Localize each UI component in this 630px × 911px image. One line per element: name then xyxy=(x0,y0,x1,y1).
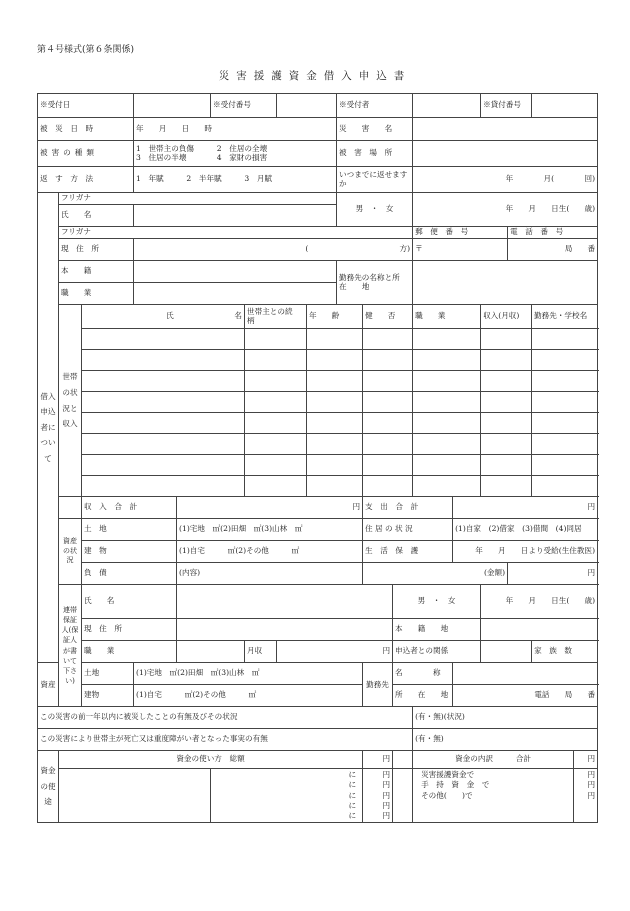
guarantor-side-label: 連帯保証人(保証人が書いて下さい) xyxy=(59,585,82,707)
household-row xyxy=(38,329,598,350)
repay-method-label: 返 す 方 法 xyxy=(38,167,134,193)
totals-row xyxy=(38,497,598,519)
honseki-label: 本 籍 xyxy=(59,261,134,283)
guarantor-land-label: 土地 xyxy=(82,663,134,685)
family-label: 家 族 数 xyxy=(532,641,598,663)
guarantor-land-row xyxy=(38,663,598,685)
household-cell[interactable] xyxy=(307,455,363,476)
receipt-number-field[interactable] xyxy=(277,94,337,118)
applicant-birth[interactable]: 年 月 日生( 歳) xyxy=(413,193,598,227)
household-header-name: 氏 名 xyxy=(82,305,245,329)
damage-type-row xyxy=(38,141,598,167)
guarantor-work-address-label: 所 在 地 xyxy=(393,685,453,707)
household-cell[interactable] xyxy=(532,413,598,434)
question-1-row xyxy=(38,707,598,729)
guarantor-building-label: 建物 xyxy=(82,685,134,707)
household-cell[interactable] xyxy=(245,371,307,392)
disaster-date-row xyxy=(38,118,598,141)
household-cell[interactable] xyxy=(307,329,363,350)
asset-side-label: 資産の状況 xyxy=(59,519,82,585)
guarantor-building-row xyxy=(38,685,598,707)
household-cell[interactable] xyxy=(307,434,363,455)
household-cell[interactable] xyxy=(532,350,598,371)
repay-when-label: いつまでに返せますか xyxy=(337,167,413,193)
applicant-address-furigana[interactable]: フリガナ xyxy=(59,227,413,239)
household-row xyxy=(38,455,598,476)
repay-when-field[interactable]: 年 月( 回) xyxy=(413,167,598,193)
breakdown-header-unit: 円 xyxy=(574,751,598,769)
receipt-date-field[interactable] xyxy=(134,94,211,118)
disaster-date-label: 被 災 日 時 xyxy=(38,118,134,141)
household-row xyxy=(38,350,598,371)
expense-total-field[interactable]: 円 xyxy=(453,497,598,519)
guarantor-name-label: 氏 名 xyxy=(82,585,177,619)
question-1-answer[interactable]: (有・無)(状況) xyxy=(413,707,598,729)
question-2-label: この災害により世帯主が死亡又は重度障がい者となった事実の有無 xyxy=(38,729,413,751)
receiver-label: ※受付者 xyxy=(337,94,413,118)
damage-type-options-1: 1 世帯主の負傷 2 住居の全壊 xyxy=(136,143,268,153)
household-cell[interactable] xyxy=(363,455,413,476)
damage-type-options[interactable] xyxy=(134,141,337,167)
funds-body-row xyxy=(38,769,598,823)
debt-row xyxy=(38,563,598,585)
question-2-answer[interactable]: (有・無) xyxy=(413,729,598,751)
guarantor-building-field[interactable]: (1)自宅 ㎡(2)その他 ㎡ xyxy=(134,685,363,707)
debt-amount-label: (金額) xyxy=(363,563,508,585)
income-total-field[interactable]: 円 xyxy=(177,497,363,519)
question-2-row xyxy=(38,729,598,751)
household-cell[interactable] xyxy=(532,476,598,497)
household-cell[interactable] xyxy=(245,476,307,497)
household-cell[interactable] xyxy=(413,476,481,497)
debt-content[interactable]: (内容) xyxy=(177,563,363,585)
household-header-income: 収入(月収) xyxy=(481,305,532,329)
housing-label: 住 居 の 状 況 xyxy=(363,519,453,541)
receiver-field[interactable] xyxy=(413,94,481,118)
honseki-row xyxy=(38,261,598,283)
household-cell[interactable] xyxy=(413,455,481,476)
household-cell[interactable] xyxy=(307,413,363,434)
loan-number-label: ※貸付番号 xyxy=(481,94,532,118)
household-header-job: 職 業 xyxy=(413,305,481,329)
household-cell[interactable] xyxy=(307,392,363,413)
guarantor-work-label: 勤務先 xyxy=(363,663,393,707)
guarantor-honseki-label: 本 籍 地 xyxy=(393,619,481,641)
postal-code-field[interactable]: 〒 xyxy=(413,239,508,261)
household-row xyxy=(38,392,598,413)
household-cell[interactable] xyxy=(532,455,598,476)
expense-total-label: 支 出 合 計 xyxy=(363,497,453,519)
household-cell[interactable] xyxy=(307,476,363,497)
funds-gap-body xyxy=(393,769,413,823)
guarantor-address-field[interactable] xyxy=(177,619,393,641)
household-row xyxy=(38,434,598,455)
household-cell[interactable] xyxy=(413,392,481,413)
household-cell[interactable] xyxy=(82,392,245,413)
household-cell[interactable] xyxy=(413,413,481,434)
household-cell[interactable] xyxy=(245,329,307,350)
applicant-name-field[interactable] xyxy=(134,205,337,227)
household-cell[interactable] xyxy=(82,350,245,371)
guarantor-work-phone[interactable]: 電話 局 番 xyxy=(453,685,598,707)
household-cell[interactable] xyxy=(532,392,598,413)
household-header-health: 健 否 xyxy=(363,305,413,329)
household-cell[interactable] xyxy=(363,476,413,497)
guarantor-income-field[interactable]: 円 xyxy=(277,641,393,663)
household-row xyxy=(38,371,598,392)
loan-number-field[interactable] xyxy=(532,94,598,118)
asset-land-label: 土 地 xyxy=(82,519,177,541)
usage-blank[interactable] xyxy=(59,769,211,823)
household-cell[interactable] xyxy=(245,392,307,413)
household-cell[interactable] xyxy=(245,455,307,476)
applicant-job-label: 職 業 xyxy=(59,283,134,305)
household-cell[interactable] xyxy=(481,434,532,455)
household-cell[interactable] xyxy=(532,371,598,392)
usage-header-unit: 円 xyxy=(363,751,393,769)
applicant-work-label: 勤務先の名称と所 在 地 xyxy=(337,261,413,305)
funds-side-label: 資金の使途 xyxy=(38,751,59,823)
guarantor-address-label: 現 住 所 xyxy=(82,619,177,641)
address-field[interactable]: ( 方) xyxy=(134,239,413,261)
household-cell[interactable] xyxy=(413,350,481,371)
household-cell[interactable] xyxy=(82,476,245,497)
household-cell[interactable] xyxy=(82,455,245,476)
household-cell[interactable] xyxy=(363,371,413,392)
relation-label: 申込者との関係 xyxy=(393,641,481,663)
household-row xyxy=(38,476,598,497)
asset-land-row xyxy=(38,519,598,541)
phone-field[interactable]: 局 番 xyxy=(508,239,598,261)
asset-building-row xyxy=(38,541,598,563)
housing-options[interactable]: (1)自家 (2)借家 (3)借間 (4)同居 xyxy=(453,519,598,541)
postal-code-label: 郵 便 番 号 xyxy=(413,227,508,239)
guarantor-job-field[interactable] xyxy=(177,641,245,663)
guarantor-name-row xyxy=(38,585,598,619)
totals-spacer xyxy=(59,497,82,519)
guarantor-address-row xyxy=(38,619,598,641)
guarantor-name-field[interactable] xyxy=(177,585,393,619)
household-cell[interactable] xyxy=(363,392,413,413)
applicant-name-label: 氏 名 xyxy=(59,205,134,227)
guarantor-job-label: 職 業 xyxy=(82,641,177,663)
household-cell[interactable] xyxy=(481,476,532,497)
relation-field[interactable] xyxy=(481,641,532,663)
household-cell[interactable] xyxy=(307,350,363,371)
household-side-label: 世帯の状況と収入 xyxy=(59,305,82,497)
household-cell[interactable] xyxy=(82,371,245,392)
form-number: 第４号様式(第６条関係) xyxy=(37,45,135,55)
receipt-number-label: ※受付番号 xyxy=(211,94,277,118)
applicant-furigana-row xyxy=(38,193,598,205)
disaster-date-field[interactable]: 年 月 日 時 xyxy=(134,118,337,141)
address-label: 現 住 所 xyxy=(59,239,134,261)
applicant-work-field[interactable] xyxy=(413,261,598,305)
household-header-relation: 世帯主との続 柄 xyxy=(245,305,307,329)
household-header-workplace: 勤務先・学校名 xyxy=(532,305,598,329)
damage-place-field[interactable] xyxy=(413,141,598,167)
household-cell[interactable] xyxy=(532,434,598,455)
repay-method-options[interactable]: 1 年賦 2 半年賦 3 月賦 xyxy=(134,167,337,193)
disaster-name-field[interactable] xyxy=(413,118,598,141)
receipt-date-label: ※受付日 xyxy=(38,94,134,118)
household-cell[interactable] xyxy=(82,413,245,434)
household-cell[interactable] xyxy=(245,350,307,371)
household-cell[interactable] xyxy=(413,434,481,455)
repay-row xyxy=(38,167,598,193)
funds-header-row xyxy=(38,751,598,769)
damage-place-label: 被 害 場 所 xyxy=(337,141,413,167)
household-cell[interactable] xyxy=(481,392,532,413)
applicant-side-label: 借入申込者について xyxy=(38,193,59,663)
guarantor-asset-label: 資産 xyxy=(38,663,59,707)
form-title: 災害援護資金借入申込書 xyxy=(218,70,412,82)
household-cell[interactable] xyxy=(532,329,598,350)
guarantor-work-name-field[interactable] xyxy=(453,663,598,685)
household-header-row xyxy=(38,305,598,329)
household-cell[interactable] xyxy=(481,455,532,476)
household-cell[interactable] xyxy=(82,434,245,455)
applicant-address-row xyxy=(38,239,598,261)
applicant-furigana2-row xyxy=(38,227,598,239)
honseki-field[interactable] xyxy=(134,261,337,283)
household-cell[interactable] xyxy=(413,371,481,392)
applicant-job-field[interactable] xyxy=(134,283,337,305)
household-cell[interactable] xyxy=(481,329,532,350)
usage-units: 円 円 円 円 円 xyxy=(363,769,393,823)
household-cell[interactable] xyxy=(363,434,413,455)
damage-type-label: 被害の種類 xyxy=(38,141,134,167)
application-form xyxy=(37,93,598,823)
welfare-field[interactable]: 年 月 日より受給(生住教医) xyxy=(453,541,598,563)
guarantor-honseki-field[interactable] xyxy=(481,619,598,641)
household-cell[interactable] xyxy=(481,350,532,371)
funds-gap xyxy=(393,751,413,769)
question-1-label: この災害の前一年以内に被災したことの有無及びその状況 xyxy=(38,707,413,729)
disaster-name-label: 災 害 名 xyxy=(337,118,413,141)
asset-building-label: 建 物 xyxy=(82,541,177,563)
household-cell[interactable] xyxy=(363,413,413,434)
asset-building-field[interactable]: (1)自宅 ㎡(2)その他 ㎡ xyxy=(177,541,363,563)
receipt-row xyxy=(38,94,598,118)
breakdown-units: 円 円 円 xyxy=(574,769,598,823)
asset-land-field[interactable]: (1)宅地 ㎡(2)田畑 ㎡(3)山林 ㎡ xyxy=(177,519,363,541)
guarantor-income-label: 月収 xyxy=(245,641,277,663)
applicant-sex[interactable]: 男 ・ 女 xyxy=(337,193,413,227)
household-header-age: 年 齢 xyxy=(307,305,363,329)
guarantor-birth[interactable]: 年 月 日生( 歳) xyxy=(481,585,598,619)
household-cell[interactable] xyxy=(307,371,363,392)
usage-header: 資金の使い方 総額 xyxy=(59,751,363,769)
guarantor-job-row xyxy=(38,641,598,663)
debt-label: 負 債 xyxy=(82,563,177,585)
income-total-label: 収 入 合 計 xyxy=(82,497,177,519)
household-cell[interactable] xyxy=(413,329,481,350)
household-cell[interactable] xyxy=(481,371,532,392)
applicant-furigana[interactable]: フリガナ xyxy=(59,193,337,205)
debt-amount-field[interactable]: 円 xyxy=(508,563,598,585)
household-row xyxy=(38,413,598,434)
household-cell[interactable] xyxy=(82,329,245,350)
household-cell[interactable] xyxy=(363,350,413,371)
guarantor-sex[interactable]: 男 ・ 女 xyxy=(393,585,481,619)
damage-type-options-2: 3 住居の半壊 4 家財の損害 xyxy=(136,152,268,162)
guarantor-land-field[interactable]: (1)宅地 ㎡(2)田畑 ㎡(3)山林 ㎡ xyxy=(134,663,363,685)
household-cell[interactable] xyxy=(245,434,307,455)
household-cell[interactable] xyxy=(245,413,307,434)
household-cell[interactable] xyxy=(481,413,532,434)
breakdown-header: 資金の内訳 合計 xyxy=(413,751,574,769)
guarantor-work-name-label: 名 称 xyxy=(393,663,453,685)
usage-lines[interactable]: に に に に に xyxy=(211,769,363,823)
phone-number-label: 電 話 番 号 xyxy=(508,227,598,239)
household-cell[interactable] xyxy=(363,329,413,350)
breakdown-lines[interactable]: 災害援護資金で 手 持 資 金 で その他( )で xyxy=(413,769,574,823)
welfare-label: 生 活 保 護 xyxy=(363,541,453,563)
